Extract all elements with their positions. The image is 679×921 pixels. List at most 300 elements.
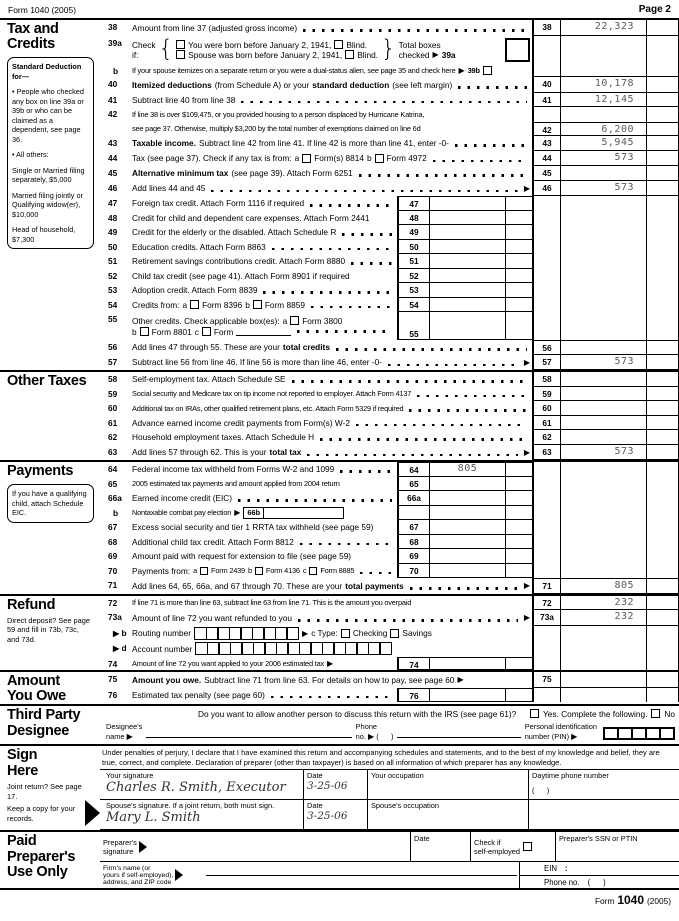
line-label: (from Schedule A) or your [214,79,310,90]
preparer-phone-cell[interactable] [520,876,679,889]
line-ref-cell [532,688,560,703]
amount-cell [560,64,646,78]
amount-cell[interactable]: 10,178 [560,77,646,93]
section-tax-and-credits [0,20,679,370]
inner-cents-cell[interactable] [505,240,532,255]
arrow-icon: ▶ [432,50,439,59]
eic-note: If you have a qualifying child, attach Schedule EIC. [7,484,94,522]
form-line-69 [100,549,679,564]
date-cell[interactable] [303,800,367,829]
amount-cell[interactable] [560,372,646,387]
cents-cell[interactable] [646,181,679,197]
amount-cell[interactable]: 573 [560,445,646,461]
inner-cents-cell[interactable] [505,254,532,269]
line-number: 50 [108,241,118,252]
inner-amount-cell[interactable] [429,211,505,226]
dot-leader [238,499,392,502]
routing-number-boxes[interactable] [194,627,299,640]
line-label: Subtract line 71 from line 63. For details on how to pay, see page 60 [204,674,455,685]
line-ref-cell [532,462,560,477]
cents-cell[interactable] [646,401,679,416]
designee-name-entry[interactable] [146,722,351,738]
designee-row [100,720,679,744]
inner-line-ref-cell: 65 [397,477,429,492]
line-number: b [113,507,119,518]
form-4972-label: Form 4972 [386,153,427,164]
line-number: 61 [108,417,118,428]
inner-cents-cell[interactable] [505,657,532,671]
cents-cell[interactable] [646,387,679,402]
cents-cell [646,269,679,284]
line-number: 41 [108,94,118,105]
inner-cents-cell[interactable] [505,462,532,477]
spouse-signature-cell[interactable] [100,800,303,829]
std-deduction-bullet-1: • People who checked any box on line 39a or 39b or who can be claimed as a dependent, see page 36. [12,87,84,144]
section-third-party-designee [0,704,679,744]
line-number: 40 [108,79,118,89]
section-title-sign-here: Sign Here [7,747,39,779]
cents-cell[interactable] [646,340,679,355]
form-line-57 [100,355,679,371]
line-label: Household employment taxes. Attach Schedule H [132,432,315,443]
line-ref-cell [532,657,560,671]
amount-cell[interactable]: 12,145 [560,93,646,108]
cents-cell [646,564,679,579]
line-ref-cell: 41 [532,93,560,108]
cents-cell[interactable] [646,122,679,137]
line-label: Amount of line 72 you want applied to your 2006 estimated tax [132,658,324,668]
line-ref-cell [532,626,560,642]
line-ref: 39b [467,65,480,75]
section-payments [0,460,679,594]
amount-cell [560,477,646,492]
cents-cell[interactable] [646,166,679,181]
inner-cents-cell[interactable] [505,564,532,579]
dot-leader [298,619,518,622]
cents-cell[interactable] [646,93,679,108]
line-label: Other credits. Check applicable box(es): [132,315,280,326]
line-ref-cell [532,254,560,269]
dot-leader [360,572,392,575]
line-number: 75 [108,674,118,684]
amount-cell[interactable]: 232 [560,610,646,626]
amount-cell[interactable] [560,416,646,431]
blank-cell [528,800,679,829]
cents-cell[interactable] [646,445,679,461]
cents-cell[interactable] [646,372,679,387]
form-line-73b [100,626,679,642]
spouse-born-before-1941-checkbox[interactable] [176,50,185,59]
designee-name-label: Designee's name ▶ [106,722,143,741]
savings-checkbox[interactable] [390,629,399,638]
inner-amount-cell[interactable] [429,477,505,492]
line-label: Amount of line 72 you want refunded to you [132,612,293,623]
line-label: Self-employment tax. Attach Schedule SE [132,374,286,385]
option-a-label: a [294,153,300,164]
form-line-60 [100,401,679,416]
cents-cell[interactable] [646,77,679,93]
line-ref-cell [532,520,560,535]
inner-amount-cell[interactable] [429,298,505,313]
daytime-phone-cell[interactable] [528,770,679,799]
line-number: 54 [108,299,118,310]
form-line-58 [100,372,679,387]
third-party-no-checkbox[interactable] [651,709,660,718]
designee-pin-label: Personal identification number (PIN) ▶ [524,722,597,741]
amount-cell [560,283,646,298]
cents-cell [646,506,679,521]
amount-cell [560,312,646,340]
spouse-signature-label: Spouse's signature. If a joint return, both must sign. [106,801,275,811]
arrow-icon: ▶ [234,508,241,518]
self-employed-checkbox[interactable] [523,842,532,851]
line-ref-cell [532,491,560,506]
designee-phone-label: Phone no. ▶ ( ) [355,722,394,741]
inner-amount-cell[interactable] [429,491,505,506]
amount-cell[interactable]: 573 [560,355,646,371]
line-label: Estimated tax penalty (see page 60) [132,689,265,700]
form-line-68 [100,535,679,550]
line-ref-cell [532,269,560,284]
dot-leader [458,86,527,89]
cents-cell[interactable] [646,610,679,626]
amount-cell [560,269,646,284]
spouse-signature-row [100,800,679,830]
line-label-bold: Alternative minimum tax [132,168,229,179]
inner-cents-cell[interactable] [505,312,532,340]
phone-parens: ( ) [376,731,394,741]
cents-cell[interactable] [646,416,679,431]
amount-cell[interactable]: 573 [560,181,646,197]
form-line-75 [100,672,679,688]
inner-line-ref-cell: 51 [397,254,429,269]
firm-label-cell: Firm's name (or yours if self-employed), address, and ZIP code [100,862,204,888]
cents-cell [646,298,679,313]
cents-cell[interactable] [646,578,679,594]
line-number: 52 [108,270,118,281]
right-brace: } [381,36,396,63]
inner-amount-cell[interactable] [429,283,505,298]
form-line-71 [100,578,679,594]
preparer-signature-entry[interactable] [204,832,410,861]
dot-leader [241,101,527,104]
arrow-icon [175,869,183,881]
cents-cell [646,535,679,550]
line-number: 42 [108,109,118,119]
form-number-entry[interactable] [236,328,291,336]
other-form-checkbox[interactable] [202,327,211,336]
form-line-67 [100,520,679,535]
line-ref-cell: 40 [532,77,560,93]
line-label: Add lines 47 through 55. These are your [132,342,280,353]
form-4136-checkbox[interactable] [255,567,263,575]
line-ref-cell: 59 [532,387,560,402]
section-sign-here [0,744,679,830]
amount-cell[interactable]: 22,323 [560,20,646,36]
form-line-66a [100,491,679,506]
dot-leader [271,696,392,699]
option-a-label: a [182,299,188,310]
amount-cell[interactable] [560,430,646,445]
inner-amount-cell[interactable] [429,657,505,671]
cents-cell [646,657,679,671]
inner-amount-cell[interactable] [429,564,505,579]
cents-cell[interactable] [646,20,679,36]
line-ref-cell [532,240,560,255]
phone-label: Phone no. [544,877,580,887]
inner-cents-cell[interactable] [505,688,532,703]
taxpayer-signature: Charles R. Smith, Executor [106,780,286,796]
inner-amount-cell[interactable] [429,549,505,564]
amount-cell[interactable] [560,672,646,688]
inner-cents-cell[interactable] [505,298,532,313]
line-ref-cell: 63 [532,445,560,461]
cents-cell[interactable] [646,151,679,167]
checking-checkbox[interactable] [341,629,350,638]
form-8885-label: Form 8885 [320,566,355,576]
inner-amount-cell[interactable] [429,312,505,340]
amount-cell [560,491,646,506]
line-number: 66a [108,493,122,503]
inner-cents-cell[interactable] [505,269,532,284]
form-8814-checkbox[interactable] [302,154,311,163]
routing-number-label: Routing number [132,628,192,639]
form-line-39a [100,36,679,64]
line-number: 67 [108,522,118,532]
line-label: If line 38 is over $109,475, or you provided housing to a person displaced by Hurricane Katrina, [132,109,425,119]
self-employed-cell: Check if self-employed [470,832,555,861]
cents-cell[interactable] [646,355,679,371]
ssn-label: Preparer's SSN or PTIN [559,834,638,844]
signature-date: 3-25-06 [307,810,348,823]
ein-cell[interactable] [520,862,679,876]
cents-cell[interactable] [646,136,679,151]
inner-amount-cell[interactable] [429,535,505,550]
line-ref-cell [532,312,560,340]
line-number: 43 [108,138,118,148]
inner-cents-cell[interactable] [505,225,532,240]
line-number: 64 [108,464,118,474]
form-line-43 [100,136,679,151]
line-number: 56 [108,342,118,352]
firm-name-entry[interactable] [206,862,517,876]
amount-cell[interactable]: 6,200 [560,122,646,137]
line-ref-cell [532,641,560,657]
line-label-bold: standard deduction [312,79,390,90]
account-type-label: c Type: [311,628,338,639]
line-ref: 39a [441,49,456,60]
amount-cell[interactable]: 232 [560,596,646,611]
line-label: Nontaxable combat pay election [132,508,232,518]
form-3800-checkbox[interactable] [290,316,299,325]
inner-line-ref-cell: 50 [397,240,429,255]
form-4972-checkbox[interactable] [375,154,384,163]
option-b-label: b [245,299,250,310]
inner-cents-cell[interactable] [505,196,532,211]
cents-cell [646,107,679,122]
form-8859-checkbox[interactable] [253,300,262,309]
amount-cell [560,520,646,535]
date-cell[interactable] [303,770,367,799]
line-number: 44 [108,152,118,163]
footer-form-label: Form [594,896,615,907]
form-line-47 [100,196,679,211]
page-header [0,3,679,20]
form-line-53 [100,283,679,298]
line-label: Amount paid with request for extension to file (see page 59) [132,551,352,562]
third-party-yes-checkbox[interactable] [530,709,539,718]
dot-leader [336,348,527,351]
line-label: 2005 estimated tax payments and amount applied from 2004 return [132,479,340,489]
line-label-bold: total credits [282,342,330,353]
amount-cell[interactable]: 5,945 [560,136,646,151]
inner-line-ref-cell: 69 [397,549,429,564]
option-a-label: a [193,566,198,576]
form-8396-checkbox[interactable] [190,300,199,309]
form-line-54 [100,298,679,313]
line-ref-cell: 43 [532,136,560,151]
date-label: Date [414,834,430,844]
inner-cents-cell[interactable] [505,491,532,506]
inner-cents-cell[interactable] [505,549,532,564]
cents-cell[interactable] [646,672,679,688]
inner-amount-cell[interactable] [429,269,505,284]
amount-cell[interactable] [560,387,646,402]
direct-deposit-note: Direct deposit? See page 59 and fill in 73b, 73c, and 73d. [7,615,90,644]
line-label: Credits from: [132,299,180,310]
inner-cents-cell[interactable] [505,283,532,298]
arrow-icon: ▶ [523,613,530,623]
option-a-label: a [282,315,288,326]
arrow-icon: ▶ [523,183,530,193]
account-number-label: Account number [132,643,193,654]
spouse-occupation-cell[interactable] [367,800,528,829]
inner-cents-cell[interactable] [505,520,532,535]
inner-line-ref-cell: 52 [397,269,429,284]
line-ref-cell: 73a [532,610,560,626]
line-number: 57 [108,356,118,367]
your-signature-cell[interactable] [100,770,303,799]
spouse-itemizes-checkbox[interactable] [483,66,492,75]
dot-leader [300,543,392,546]
preparer-ssn-cell[interactable] [555,832,679,861]
amount-cell [560,211,646,226]
line-number: 48 [108,212,118,223]
line-ref-cell: 46 [532,181,560,197]
section-refund [0,594,679,671]
std-deduction-heading: Standard Deduction for— [12,62,82,81]
amount-cell[interactable]: 573 [560,151,646,167]
inner-line-ref-cell: 55 [397,312,429,340]
line-label: Earned income credit (EIC) [132,493,233,504]
amount-cell[interactable] [560,340,646,355]
line-label: If your spouse itemizes on a separate return or you were a dual-status alien, see page 35 and check here [132,65,456,75]
spouse-signature: Mary L. Smith [106,810,201,826]
inner-amount-cell[interactable] [429,520,505,535]
line-ref-cell [532,107,560,122]
preparer-signature-label-cell: Preparer's signature [100,832,204,861]
amount-cell [560,688,646,703]
page-number: Page 2 [638,4,671,15]
total-boxes-checked-entry[interactable] [505,38,530,62]
you-blind-checkbox[interactable] [334,40,343,49]
inner-amount-cell[interactable] [429,225,505,240]
inner-cents-cell[interactable] [505,535,532,550]
tax-credits-margin-column [0,20,100,370]
designee-phone-entry[interactable] [397,722,520,738]
amount-cell[interactable]: 805 [560,578,646,594]
form-2439-checkbox[interactable] [200,567,208,575]
inner-amount-cell[interactable] [429,196,505,211]
amount-cell[interactable] [560,401,646,416]
spouse-blind-checkbox[interactable] [345,50,354,59]
arrow-icon: ▶ [302,628,309,638]
form-8801-checkbox[interactable] [140,327,149,336]
account-number-boxes[interactable] [195,642,392,655]
amount-cell[interactable] [560,166,646,181]
line-number: 63 [108,446,118,457]
line-label-bold: total payments [345,580,404,591]
inner-amount-cell[interactable] [429,240,505,255]
your-signature-label: Your signature [106,771,154,781]
line-ref-cell: 38 [532,20,560,36]
dot-leader [417,395,527,398]
inner-amount-cell[interactable] [429,688,505,703]
form-8885-checkbox[interactable] [309,567,317,575]
line-number: 73a [108,612,122,622]
arrow-icon: ▶ [113,644,120,653]
dot-leader [410,587,518,590]
cents-cell [646,549,679,564]
combat-pay-entry[interactable] [264,507,344,519]
line-ref-cell [532,298,560,313]
date-label: Date [307,771,323,781]
inner-cents-cell[interactable] [505,211,532,226]
inner-line-ref-cell: 74 [397,657,429,671]
line-number: b [113,65,119,76]
pin-boxes[interactable] [603,727,675,740]
cents-cell[interactable] [646,596,679,611]
section-title-other-taxes: Other Taxes [7,373,87,389]
form-line-72 [100,596,679,611]
line-number: 71 [108,580,118,590]
cents-cell [646,64,679,78]
form-3800-label: Form 3800 [302,315,343,326]
combat-pay-entry-box[interactable] [243,507,344,519]
joint-return-note: Joint return? See page 17. [7,781,82,801]
firm-row [100,862,679,888]
your-occupation-cell[interactable] [367,770,528,799]
if-label: if: [132,49,139,60]
form-line-62 [100,430,679,445]
line-number: 58 [108,374,118,384]
cents-cell[interactable] [646,430,679,445]
line-label: Subtract line 56 from line 46. If line 56 is more than line 46, enter -0- [132,357,382,368]
inner-amount-cell[interactable] [429,254,505,269]
footer-form-number: 1040 [617,893,645,908]
line-label: If line 71 is more than line 63, subtract line 63 from line 71. This is the amount you overpaid [132,598,412,608]
option-c-label: c [302,566,307,576]
no-label: No [664,708,675,719]
inner-cents-cell[interactable] [505,477,532,492]
line-number: 51 [108,256,118,266]
preparer-date-cell[interactable] [410,832,470,861]
ein-separator: : [565,864,568,874]
spouse-occupation-label: Spouse's occupation [371,801,439,811]
you-born-before-1941-checkbox[interactable] [176,40,185,49]
inner-amount-cell[interactable]: 805 [429,462,505,477]
section-title-payments: Payments [7,463,74,479]
